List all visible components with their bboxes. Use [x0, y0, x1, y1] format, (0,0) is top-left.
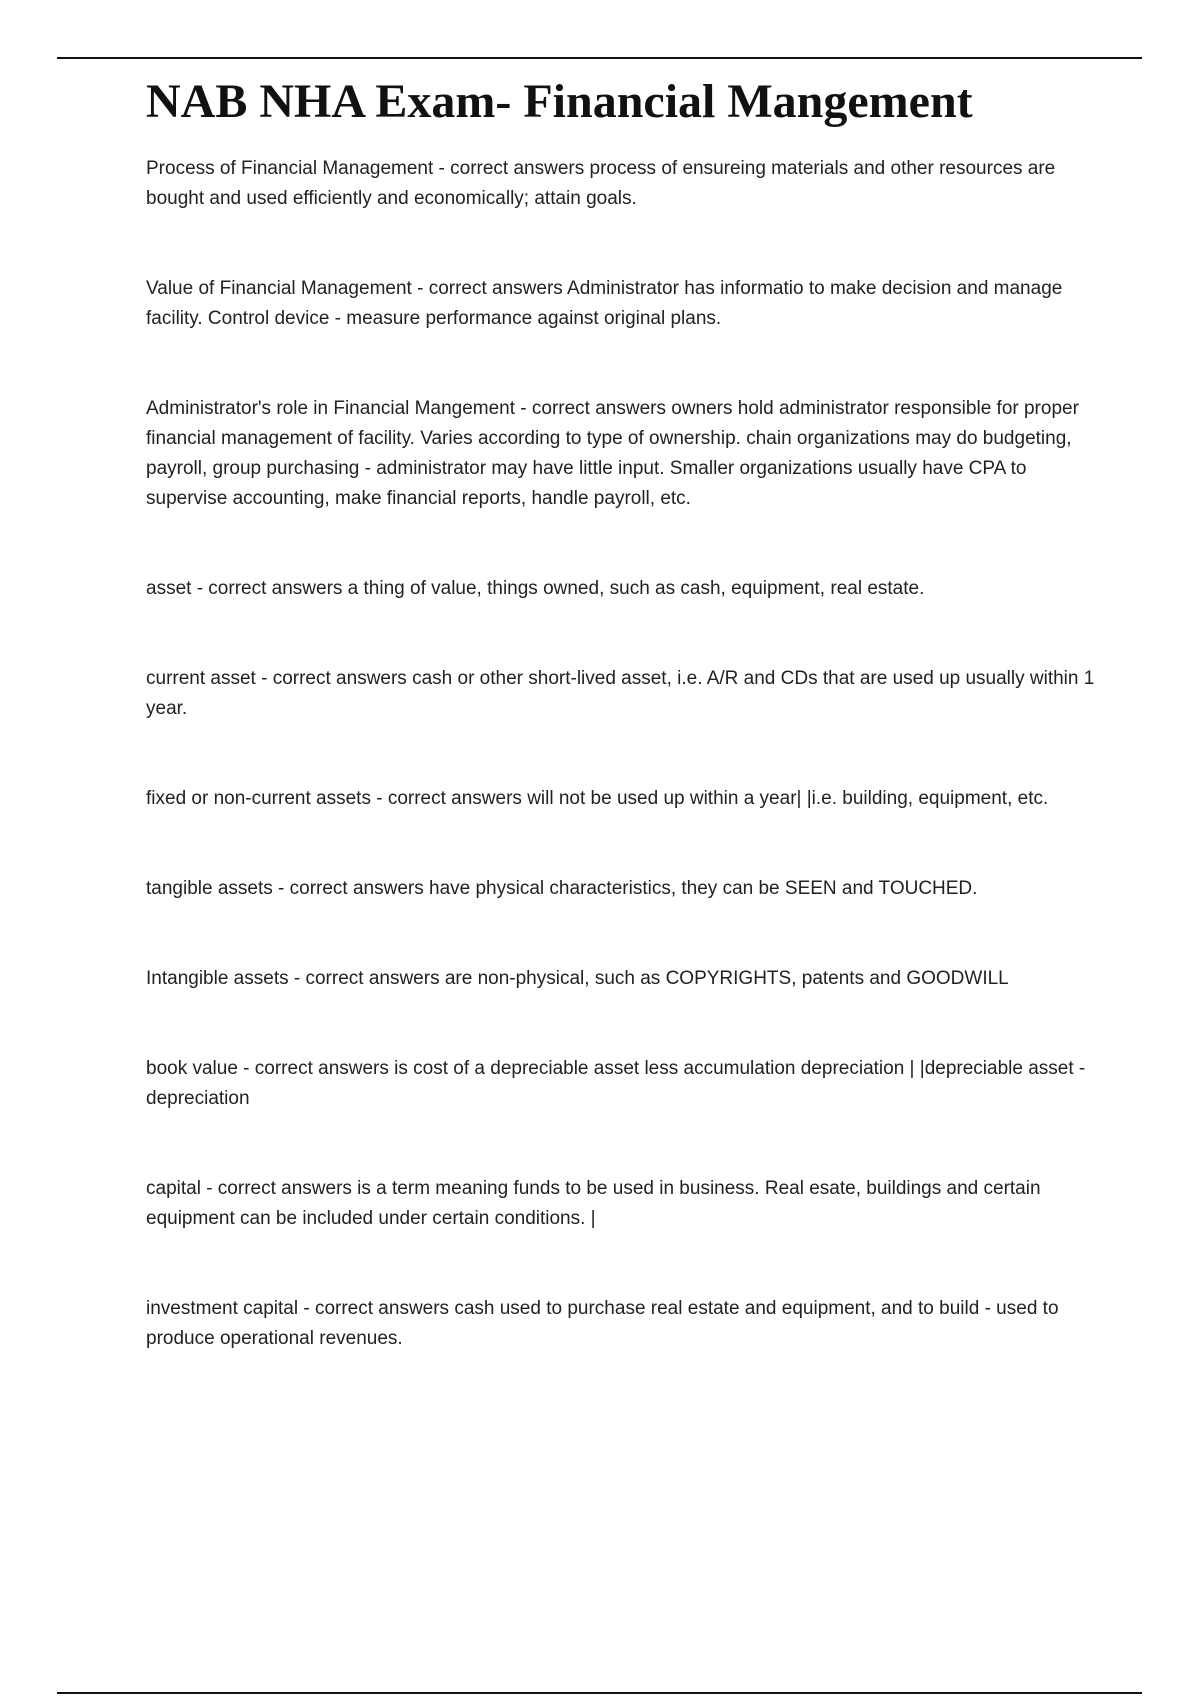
entry-administrator-role: Administrator's role in Financial Mangement - correct answers owners hold administrator responsible for proper financial management of facility. Varies according to type of ownership. chain organizations may do budgeting, payroll, group purchasing - administrator may have little input. Smaller organizations usually have CPA to supervise accounting, make financial reports, handle payroll, etc.: [146, 398, 1079, 509]
entry-current-asset: current asset - correct answers cash or other short-lived asset, i.e. A/R and CDs that are used up usually within 1 year.: [146, 668, 1095, 719]
entry-value-of-financial-management: Value of Financial Management - correct answers Administrator has informatio to make decision and manage facility. Control device - measure performance against original plans.: [146, 278, 1063, 329]
entry-fixed-assets: fixed or non-current assets - correct answers will not be used up within a year| |i.e. building, equipment, etc.: [146, 788, 1049, 809]
entry-capital: capital - correct answers is a term meaning funds to be used in business. Real esate, buildings and certain equipment can be included under certain conditions. |: [146, 1178, 1041, 1229]
entry-process-of-financial-management: Process of Financial Management - correct answers process of ensureing materials and other resources are bought and used efficiently and economically; attain goals.: [146, 158, 1056, 209]
document-title: NAB NHA Exam- Financial Mangement: [146, 75, 973, 128]
entry-asset: asset - correct answers a thing of value, things owned, such as cash, equipment, real estate.: [146, 578, 925, 599]
entry-intangible-assets: Intangible assets - correct answers are non-physical, such as COPYRIGHTS, patents and GOODWILL: [146, 968, 1009, 989]
top-rule: [57, 57, 1142, 59]
entry-investment-capital: investment capital - correct answers cash used to purchase real estate and equipment, and to build - used to produce operational revenues.: [146, 1298, 1059, 1349]
bottom-rule: [57, 1692, 1142, 1694]
entry-book-value: book value - correct answers is cost of a depreciable asset less accumulation depreciation | |depreciable asset - depreciation: [146, 1058, 1086, 1109]
document-page: [146, 72, 1096, 1414]
entry-tangible-assets: tangible assets - correct answers have physical characteristics, they can be SEEN and TOUCHED.: [146, 878, 978, 899]
